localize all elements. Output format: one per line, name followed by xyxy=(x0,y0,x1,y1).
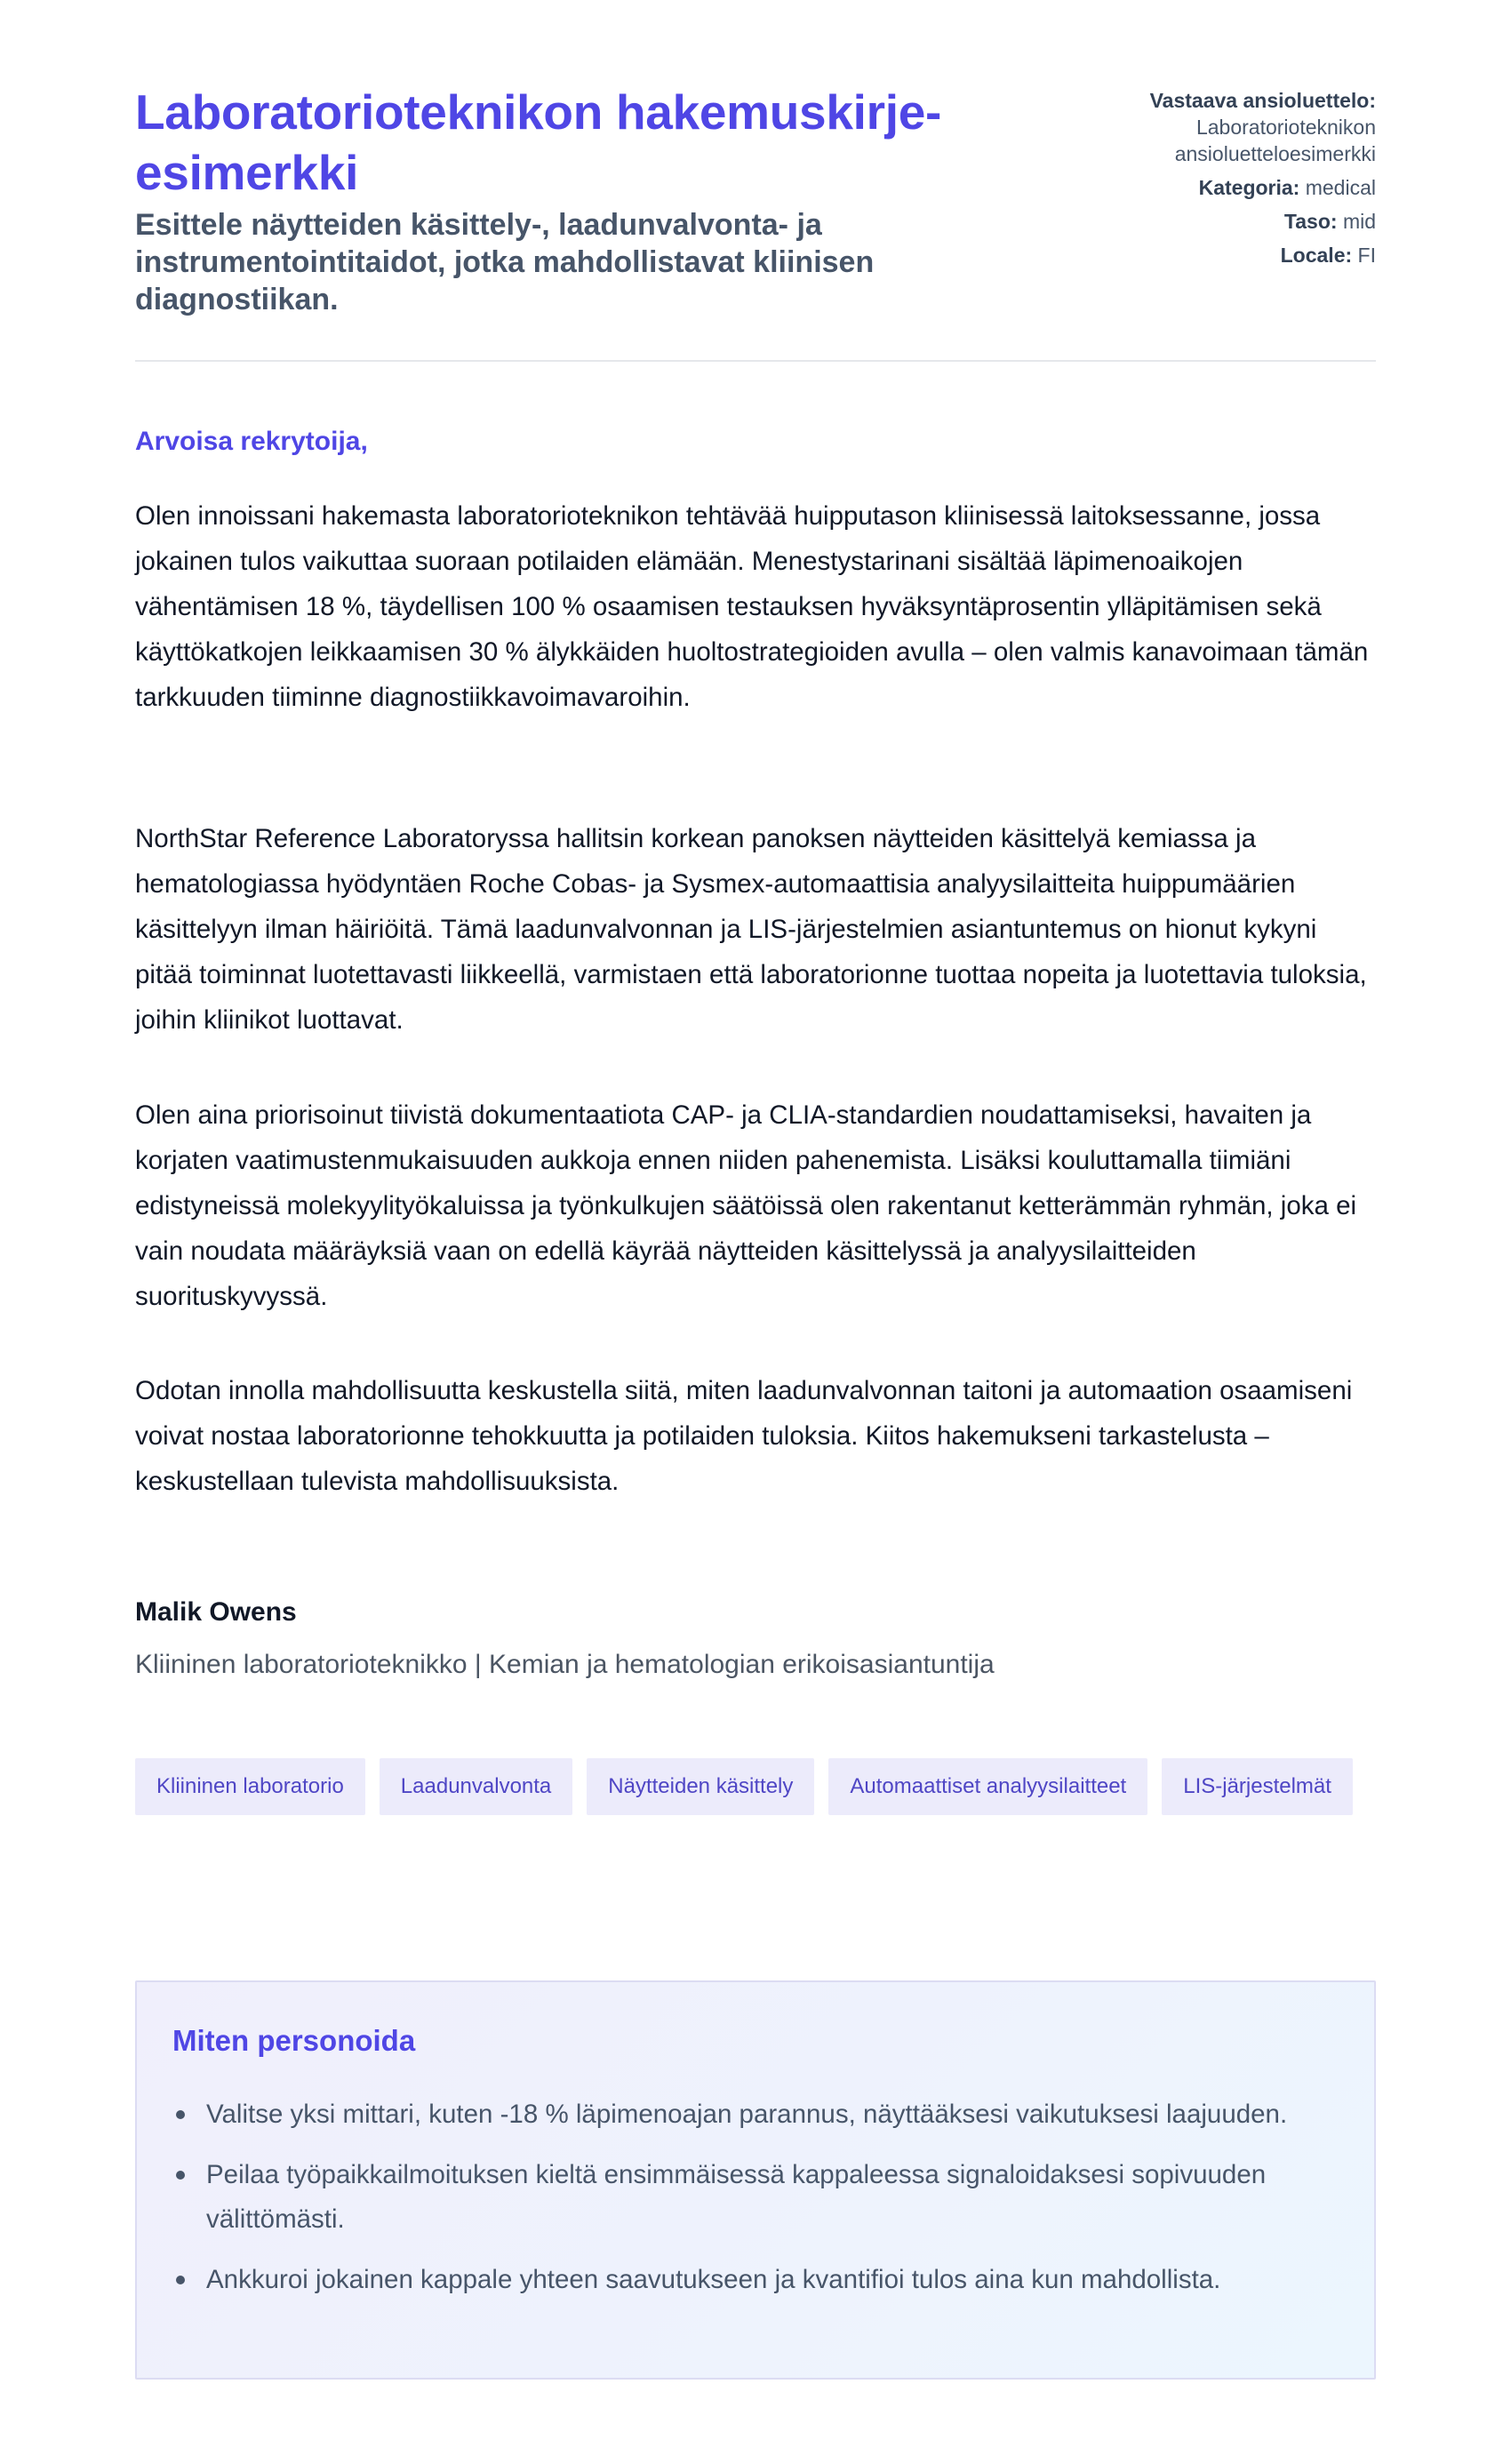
meta-level-label: Taso: xyxy=(1283,210,1338,233)
meta-category-value: medical xyxy=(1305,176,1376,199)
tag[interactable]: Näytteiden käsittely xyxy=(587,1758,814,1815)
meta-level-value: mid xyxy=(1342,210,1376,233)
page-title: Laboratorioteknikon hakemuskirje-esimerkki xyxy=(135,84,941,200)
tag[interactable]: Kliininen laboratorio xyxy=(135,1758,365,1815)
signature-title: Kliininen laboratorioteknikko | Kemian ja hematologian erikoisasiantuntija xyxy=(135,1650,995,1679)
meta-resume-label: Vastaava ansioluettelo: xyxy=(1149,89,1376,112)
header-divider xyxy=(135,360,1376,362)
tips-item-text: Valitse yksi mittari, kuten -18 % läpimenoajan parannus, näyttääksesi vaikutuksesi laajuuden. xyxy=(206,2100,1288,2129)
tag-list xyxy=(135,1758,1376,1815)
meta-info xyxy=(1074,87,1376,276)
bullet-icon xyxy=(176,2110,185,2119)
tips-item-text: Ankkuroi jokainen kappale yhteen saavutukseen ja kvantifioi tulos aina kun mahdollista. xyxy=(206,2265,1221,2294)
signature-name: Malik Owens xyxy=(135,1597,297,1627)
meta-resume-value[interactable]: Laboratorioteknikon ansioluetteloesimerkki xyxy=(1174,116,1376,165)
tips-item-text: Peilaa työpaikkailmoituksen kieltä ensimmäisessä kappaleessa signaloidaksesi sopivuuden välittömästi. xyxy=(206,2160,1267,2234)
personalization-tips-box xyxy=(135,1980,1376,2380)
letter-paragraph: Olen innoissani hakemasta laboratorioteknikon tehtävää huipputason kliinisessä laitoksessanne, jossa jokainen tulos vaikuttaa suoraan potilaiden elämään. Menestystarinani sisältää läpimenoaikojen vähentämisen 18 %, täydellisen 100 % osaamisen testauksen hyväksyntäprosentin ylläpitämisen sekä käyttökatkojen leikkaamisen 30 % älykkäiden huoltostrategioiden avulla – olen valmis kanavoimaan tämän tarkkuuden tiiminne diagnostiikkavoimavaroihin. xyxy=(135,501,1369,712)
letter-paragraph: NorthStar Reference Laboratoryssa hallitsin korkean panoksen näytteiden käsittelyä kemiassa ja hematologiassa hyödyntäen Roche Cobas- ja Sysmex-automaattisia analyysilaitteita huippumäärien käsittelyyn ilman häiriöitä. Tämä laadunvalvonnan ja LIS-järjestelmien asiantuntemus on hionut kykyni pitää toiminnat luotettavasti liikkeellä, varmistaen että laboratorionne tuottaa nopeita ja luotettavia tuloksia, joihin kliinikot luottavat. xyxy=(135,824,1367,1035)
letter-paragraph: Olen aina priorisoinut tiivistä dokumentaatiota CAP- ja CLIA-standardien noudattamiseksi, havaiten ja korjaten vaatimustenmukaisuuden aukkoja ennen niiden pahenemista. Lisäksi kouluttamalla tiimiäni edistyneissä molekyylityökaluissa ja työnkulkujen säätöissä olen rakentanut ketterämmän ryhmän, joka ei vain noudata määräyksiä vaan on edellä käyrää näytteiden käsittelyssä ja analyysilaitteiden suorituskyvyssä. xyxy=(135,1100,1357,1311)
bullet-icon xyxy=(176,2276,185,2284)
meta-locale-value: FI xyxy=(1357,244,1376,267)
tag[interactable]: Automaattiset analyysilaitteet xyxy=(828,1758,1147,1815)
letter-paragraph: Odotan innolla mahdollisuutta keskustella siitä, miten laadunvalvonnan taitoni ja automaation osaamiseni voivat nostaa laboratorionne tehokkuutta ja potilaiden tuloksia. Kiitos hakemukseni tarkastelusta – keskustellaan tulevista mahdollisuuksista. xyxy=(135,1376,1353,1496)
page-header xyxy=(135,82,1376,366)
meta-category-label: Kategoria: xyxy=(1198,176,1300,199)
tag[interactable]: LIS-järjestelmät xyxy=(1162,1758,1353,1815)
meta-resume xyxy=(1074,87,1376,167)
meta-locale xyxy=(1074,242,1376,268)
meta-category xyxy=(1074,174,1376,201)
tips-item xyxy=(172,2258,1328,2302)
meta-locale-label: Locale: xyxy=(1280,244,1353,267)
title-block xyxy=(135,82,1024,318)
letter-greeting: Arvoisa rekrytoija, xyxy=(135,427,368,456)
meta-level xyxy=(1074,208,1376,235)
tips-title: Miten personoida xyxy=(172,2024,416,2057)
tips-item xyxy=(172,2153,1328,2242)
bullet-icon xyxy=(176,2171,185,2180)
tips-list xyxy=(172,2092,1328,2318)
tips-item xyxy=(172,2092,1328,2137)
tag[interactable]: Laadunvalvonta xyxy=(380,1758,572,1815)
page-subtitle: Esittele näytteiden käsittely-, laadunvalvonta- ja instrumentointitaidot, jotka mahdollistavat kliinisen diagnostiikan. xyxy=(135,208,875,316)
